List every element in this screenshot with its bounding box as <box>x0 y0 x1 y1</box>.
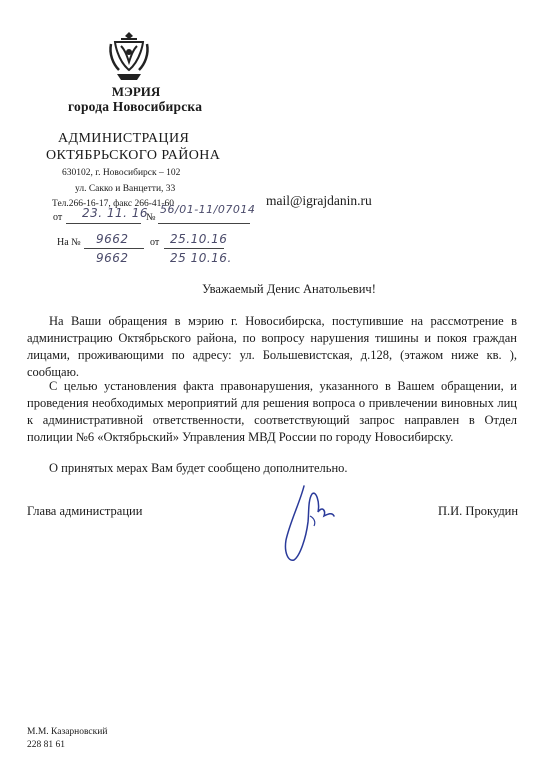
outgoing-no-label: № <box>146 212 156 223</box>
outgoing-date: 23. 11. 16 <box>82 206 149 220</box>
incoming-copy-number: 9662 <box>96 251 129 265</box>
greeting: Уважаемый Денис Анатольевич! <box>202 282 376 296</box>
admin-name-line1: АДМИНИСТРАЦИЯ <box>58 131 190 146</box>
admin-name-line2: ОКТЯБРЬСКОГО РАЙОНА <box>46 148 221 163</box>
incoming-date-line <box>164 247 224 249</box>
incoming-from-label: от <box>150 237 160 248</box>
phones: Тел.266-16-17, факс 266-41-60 <box>52 199 175 209</box>
paragraph-3: О принятых мерах Вам будет сообщено дополнительно. <box>49 461 348 475</box>
incoming-copy-date: 25 10.16. <box>170 251 232 265</box>
handwritten-signature <box>272 482 342 568</box>
outgoing-number-line <box>158 222 250 224</box>
outgoing-date-line <box>66 222 141 224</box>
executor-phone: 228 81 61 <box>27 740 65 750</box>
email: mail@igrajdanin.ru <box>266 193 372 208</box>
org-name-line1: МЭРИЯ <box>111 84 161 99</box>
paragraph-2: С целью установления факта правонарушения, указанного в Вашем обращении, и проведения необходимых мероприятий для решения вопроса о привлечении виновных лиц к административной ответственности, соответствующий запрос направлен в Отдел полиции №6 «Октябрьский» Управления МВД России по городу Новосибирску. <box>27 379 517 444</box>
address-line1: 630102, г. Новосибирск – 102 <box>62 168 181 178</box>
address-line2: ул. Сакко и Ванцетти, 33 <box>75 184 176 194</box>
outgoing-number: 56/01-11/07014 <box>160 203 256 216</box>
paragraph-1: На Ваши обращения в мэрию г. Новосибирска, поступившие на рассмотрение в администрацию Октябрьского района, по вопросу нарушения тишины и покоя граждан лицами, проживающими по адресу: ул. Большевистская, д.128, (этажом ниже кв. ), сообщаю. <box>27 314 517 379</box>
outgoing-from-label: от <box>53 212 63 223</box>
executor-name: М.М. Казарновский <box>27 727 108 737</box>
incoming-number-line <box>84 247 144 249</box>
incoming-number: 9662 <box>96 232 129 246</box>
incoming-na-label: На № <box>57 237 81 248</box>
org-name-line2: города Новосибирска <box>68 99 203 114</box>
signer-position: Глава администрации <box>27 504 143 518</box>
incoming-date: 25.10.16 <box>170 232 228 246</box>
coat-of-arms-icon <box>107 30 151 82</box>
signer-name: П.И. Прокудин <box>438 504 519 518</box>
